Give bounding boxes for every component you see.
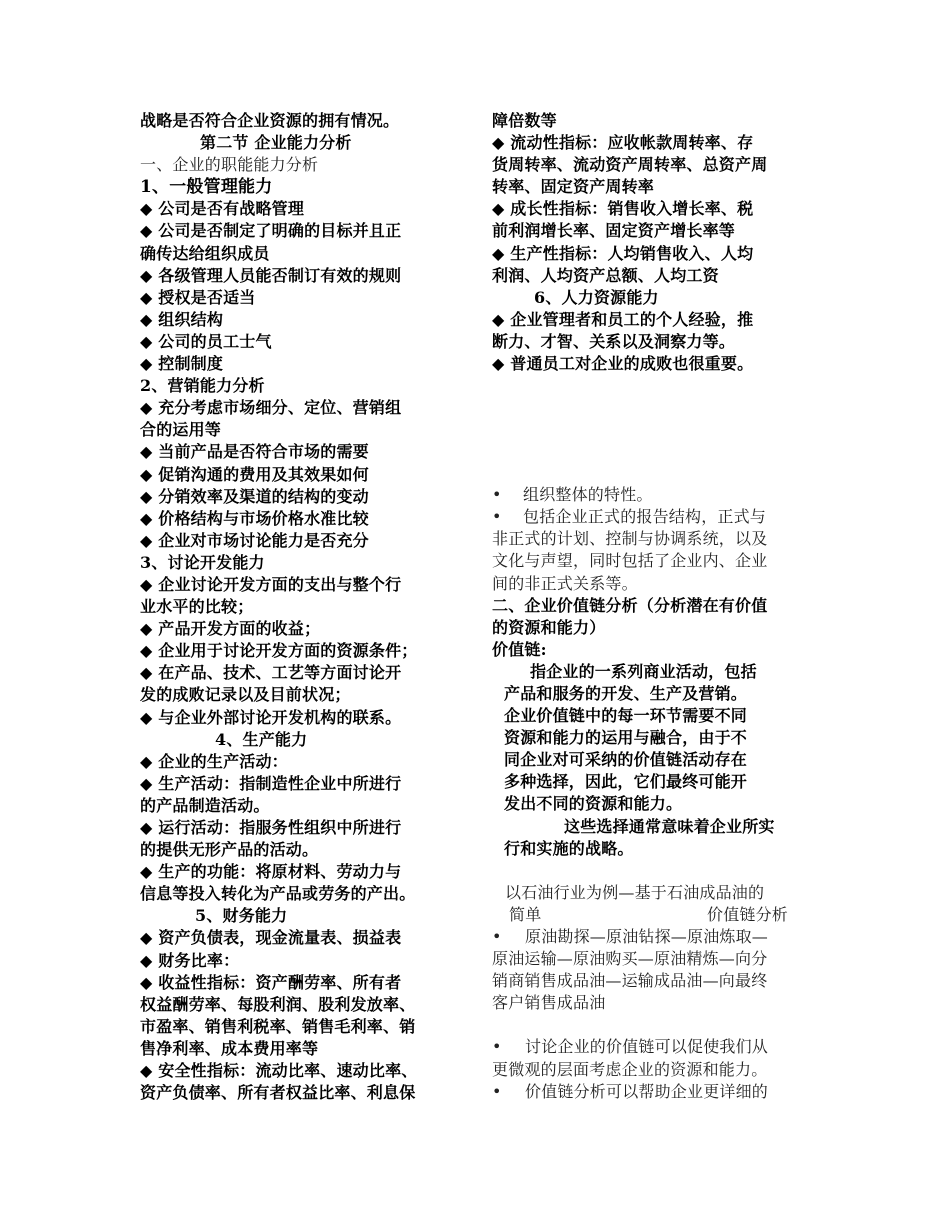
paragraph-line: 企业价值链中的每一环节需要不同	[504, 706, 748, 726]
paragraph-line: 资源和能力的运用与融合，由于不	[504, 728, 748, 748]
text-line: 转率、固定资产周转率	[492, 177, 655, 197]
bullet-item	[492, 926, 814, 948]
text-line: 间的非正式关系等。	[492, 573, 638, 593]
text-line: 业水平的比较；	[140, 597, 254, 617]
paragraph-line: 多种选择，因此，它们最终可能开	[504, 772, 748, 792]
bullet-item	[492, 1081, 814, 1103]
subsection-heading: 3、讨论开发能力	[140, 552, 265, 572]
example-subtitle-left: 简单	[509, 904, 542, 924]
bullet-item	[492, 484, 814, 506]
bullet-item: ◆ 普通员工对企业的成败也很重要。	[492, 354, 754, 374]
bullet-item: ◆ 公司是否有战略管理	[140, 199, 305, 219]
bullet-item: ◆ 促销沟通的费用及其效果如何	[140, 464, 369, 484]
bullet-item: ◆ 产品开发方面的收益；	[140, 619, 321, 639]
bullet-item: ◆ 价格结构与市场价格水准比较	[140, 508, 369, 528]
text-line: 货周转率、流动资产周转率、总资产周	[492, 155, 768, 175]
bullet-item: ◆ 财务比率：	[140, 950, 240, 970]
bullet-dot: •	[492, 1037, 502, 1057]
text-line: 销商销售成品油—运输成品油—向最终	[492, 971, 768, 991]
subsection-heading: 1、一般管理能力	[140, 177, 273, 198]
text-line: 市盈率、销售利税率、销售毛利率、销	[140, 1016, 416, 1036]
text-line: 原油运输—原油购买—原油精炼—向分	[492, 949, 768, 969]
paragraph-line: 产品和服务的开发、生产及营销。	[504, 683, 748, 703]
subsection-heading: 2、营销能力分析	[140, 376, 265, 396]
text-line: 的资源和能力）	[492, 617, 606, 637]
text-line: 的产品制造活动。	[140, 795, 270, 815]
bullet-item: ◆ 收益性指标：资产酬劳率、所有者	[140, 972, 402, 992]
bullet-item: ◆ 企业的生产活动：	[140, 751, 288, 771]
bullet-item: ◆ 与企业外部讨论开发机构的联系。	[140, 707, 402, 727]
bullet-item: ◆ 授权是否适当	[140, 287, 256, 307]
text-line: 利润、人均资产总额、人均工资	[492, 265, 719, 285]
paragraph-line: 行和实施的战略。	[504, 838, 634, 858]
bullet-item: ◆ 企业用于讨论开发方面的资源条件；	[140, 641, 418, 661]
section-heading: 第二节 企业能力分析	[200, 133, 352, 153]
example-subtitle	[492, 904, 814, 926]
bullet-item: ◆ 公司的员工士气	[140, 331, 272, 351]
text-line: 确传达给组织成员	[140, 243, 270, 263]
bullet-text: 原油勘探—原油钻探—原油炼取—	[525, 927, 769, 946]
text-line: 断力、才智、关系以及洞察力等。	[492, 331, 736, 351]
bullet-dot: •	[492, 507, 502, 527]
right-column	[492, 110, 814, 1103]
subsection-heading: 5、财务能力	[195, 906, 288, 926]
text-line: 障倍数等	[492, 111, 557, 130]
bullet-item: ◆ 各级管理人员能否制订有效的规则	[140, 265, 402, 285]
text-line: 权益酬劳率、每股利润、股利发放率、	[140, 994, 416, 1014]
bullet-item: ◆ 公司是否制定了明确的目标并且正	[140, 221, 402, 241]
bullet-text: 价值链分析可以帮助企业更详细的	[525, 1081, 769, 1101]
bullet-item: ◆ 分销效率及渠道的结构的变动	[140, 486, 369, 506]
text-line: 资产负债率、所有者权益比率、利息保	[140, 1083, 416, 1103]
text-line: 文化与声望，同时包括了企业内、企业	[492, 551, 768, 571]
bullet-item: ◆ 生产活动：指制造性企业中所进行	[140, 773, 402, 793]
bullet-dot: •	[492, 1081, 502, 1101]
bullet-item	[492, 506, 814, 528]
text-line: 的提供无形产品的活动。	[140, 840, 319, 860]
bullet-item: ◆ 运行活动：指服务性组织中所进行	[140, 818, 402, 837]
bullet-item: ◆ 充分考虑市场细分、定位、营销组	[140, 398, 402, 418]
text-line: 合的运用等	[140, 420, 222, 440]
bullet-item: ◆ 控制制度	[140, 354, 224, 374]
text-line: 发的成败记录以及目前状况；	[140, 685, 351, 705]
example-title: 以石油行业为例—基于石油成品油的	[505, 882, 765, 902]
bullet-item: ◆ 当前产品是否符合市场的需要	[140, 442, 369, 462]
label-text: 价值链:	[492, 639, 547, 659]
subsection-heading: 4、生产能力	[215, 729, 308, 749]
bullet-dot: •	[492, 927, 502, 946]
paragraph-line: 这些选择通常意味着企业所实	[564, 816, 775, 836]
bullet-text: 包括企业正式的报告结构，正式与	[523, 507, 767, 527]
bullet-item: ◆ 资产负债表，现金流量表、损益表	[140, 928, 402, 948]
text-line: 战略是否符合企业资源的拥有情况。	[140, 111, 400, 130]
paragraph-line: 发出不同的资源和能力。	[504, 794, 683, 814]
subsection-heading: 6、人力资源能力	[534, 287, 659, 307]
chapter-heading: 二、企业价值链分析（分析潜在有价值	[492, 595, 768, 615]
bullet-text: 讨论企业的价值链可以促使我们从	[525, 1037, 769, 1057]
bullet-item: ◆ 成长性指标：销售收入增长率、税	[492, 199, 754, 219]
bullet-item: ◆ 生产的功能：将原材料、劳动力与	[140, 862, 402, 882]
bullet-item	[492, 1036, 814, 1058]
bullet-item: ◆ 企业对市场讨论能力是否充分	[140, 530, 369, 550]
bullet-item: ◆ 流动性指标：应收帐款周转率、存	[492, 133, 754, 153]
text-line: 客户销售成品油	[492, 993, 606, 1013]
bullet-item: ◆ 生产性指标：人均销售收入、人均	[492, 243, 754, 263]
bullet-item: ◆ 组织结构	[140, 309, 224, 329]
chapter-heading: 一、企业的职能能力分析	[140, 155, 319, 175]
text-line: 非正式的计划、控制与协调系统，以及	[492, 529, 768, 549]
text-line: 信息等投入转化为产品或劳务的产出。	[140, 884, 416, 904]
bullet-item: ◆ 企业管理者和员工的个人经验，推	[492, 309, 754, 329]
bullet-item: ◆ 企业讨论开发方面的支出与整个行	[140, 574, 402, 594]
bullet-text: 组织整体的特性。	[523, 485, 653, 505]
bullet-item: ◆ 在产品、技术、工艺等方面讨论开	[140, 663, 402, 683]
text-line: 售净利率、成本费用率等	[140, 1038, 319, 1058]
text-line: 更微观的层面考虑企业的资源和能力。	[492, 1059, 768, 1079]
text-line: 前利润增长率、固定资产增长率等	[492, 221, 736, 241]
example-subtitle-right: 价值链分析	[707, 904, 789, 924]
paragraph-line: 指企业的一系列商业活动，包括	[530, 661, 757, 681]
paragraph-line: 同企业对可采纳的价值链活动存在	[504, 750, 748, 770]
bullet-item: ◆ 安全性指标：流动比率、速动比率、	[140, 1061, 418, 1081]
left-column	[140, 110, 465, 1104]
bullet-dot: •	[492, 485, 502, 505]
